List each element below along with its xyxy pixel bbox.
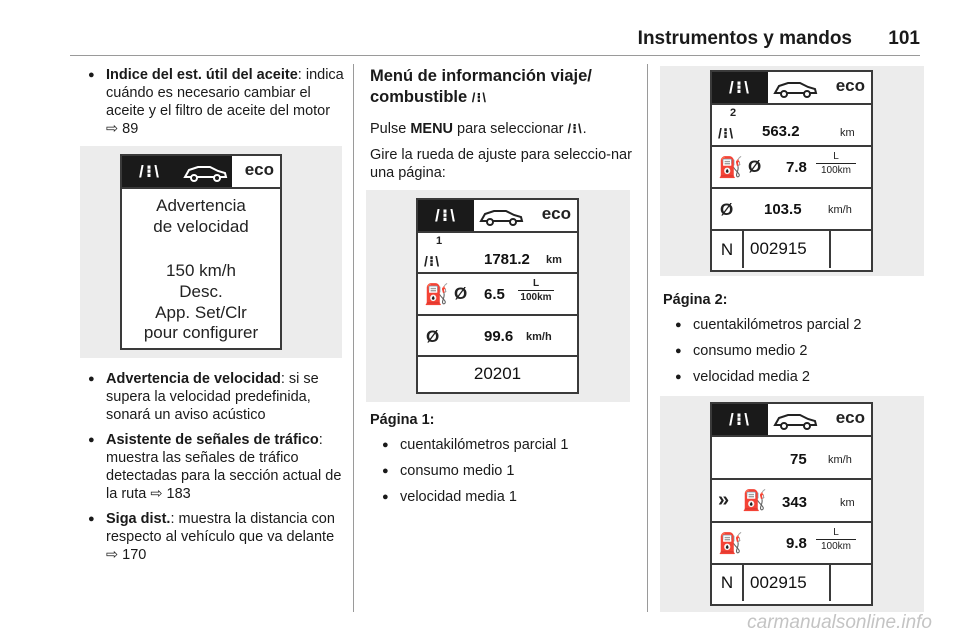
trip-info-inline-icon: /⁝\ [567, 121, 583, 136]
page1-label: Página 1: [370, 412, 435, 428]
instruction-text-pre: Pulse [370, 121, 411, 137]
unit-100km: 100km [820, 165, 851, 176]
trip-icon: /⁝\ [424, 253, 441, 269]
page2-display-figure [660, 66, 924, 276]
current-speed-row [712, 437, 871, 480]
avg-consumption-unit [518, 278, 554, 304]
gear-indicator: N [712, 565, 744, 601]
eco-tab-label: eco [835, 76, 865, 95]
list-item-oil-life [86, 66, 344, 138]
page2-display [710, 70, 873, 272]
odometer-value: 20201 [473, 364, 522, 383]
watermark: carmanualsonline.info [747, 612, 932, 633]
page1-display [416, 198, 579, 394]
eco-tab-label: eco [244, 160, 274, 179]
instruction-text-end: . [582, 121, 587, 137]
cell-divider [829, 565, 831, 601]
trip-distance-unit: km [546, 254, 562, 266]
term-oil-life: Indice del est. útil del aceite [106, 67, 298, 83]
column-2 [370, 66, 638, 514]
list-item: ● cuentakilómetros parcial 1 [370, 436, 638, 454]
vehicle-tab-icon [768, 404, 822, 435]
consumption-value: 9.8 [786, 535, 807, 552]
warning-status: Desc. [179, 282, 223, 301]
eco-tab-label: eco [835, 408, 865, 427]
page3-display-figure [660, 396, 924, 612]
warning-line-2: de velocidad [153, 217, 249, 236]
unit-100km: 100km [520, 292, 552, 303]
vehicle-tab-icon [768, 72, 822, 103]
column-divider-1 [353, 64, 354, 612]
column-1 [86, 66, 344, 571]
unit-liters: L [518, 278, 554, 291]
list-item: ● consumo medio 1 [370, 462, 638, 480]
page-header [70, 22, 920, 56]
odometer-row [712, 231, 871, 268]
desc-oil-life: : indica cuándo es necesario cambiar el aceite y el filtro de aceite del motor ⇨ 89 [106, 67, 344, 137]
list-item-traffic-sign [86, 431, 344, 503]
header-rule [70, 55, 920, 56]
list-item: ● cuentakilómetros parcial 2 [663, 316, 933, 334]
trip-index: 1 [436, 235, 443, 247]
avg-speed-value: 99.6 [484, 328, 514, 345]
fuel-pump-icon: ⛽ [742, 490, 767, 512]
list-item: ● velocidad media 1 [370, 488, 638, 506]
average-icon: Ø [426, 327, 440, 346]
list-item-follow-distance [86, 510, 344, 564]
average-icon: Ø [720, 200, 734, 219]
warning-hint-1: App. Set/Clr [155, 303, 247, 322]
unit-100km: 100km [820, 541, 851, 552]
avg-consumption-value: 6.5 [484, 286, 505, 303]
avg-speed-unit: km/h [526, 331, 552, 343]
gear-indicator: N [712, 231, 744, 268]
column-3 [663, 66, 933, 612]
fuel-pump-icon: ⛽ [718, 533, 743, 555]
unit-liters: L [816, 151, 856, 164]
trip-index: 2 [730, 107, 737, 119]
odometer-row [712, 565, 871, 601]
desc-follow-distance: : muestra la distancia con respecto al vehículo que va delante ⇨ 170 [106, 511, 335, 563]
speed-warning-display-figure [80, 146, 342, 358]
trip-computer-tab-icon: /⁝\ [712, 72, 768, 103]
speed-value: 75 [790, 451, 807, 468]
average-icon: Ø [748, 157, 762, 176]
trip-distance-unit: km [840, 127, 855, 139]
page1-display-figure [366, 190, 630, 402]
term-traffic-sign: Asistente de señales de tráfico [106, 432, 319, 448]
consumption-row [712, 523, 871, 565]
instruction-menu [370, 120, 638, 138]
desc-traffic-sign: : muestra las señales de tráfico detectadas para la sección actual de la ruta ⇨ 183 [106, 432, 342, 502]
vehicle-tab-icon [474, 200, 528, 231]
trip-computer-tab-icon: /⁝\ [122, 156, 178, 187]
avg-speed-row [418, 316, 577, 357]
trip-odometer-row [712, 105, 871, 147]
avg-consumption-row [712, 147, 871, 189]
odometer-row [418, 357, 577, 392]
warning-line-1: Advertencia [156, 196, 246, 215]
section-heading [370, 66, 638, 108]
range-row [712, 480, 871, 523]
instruction-text-post: para seleccionar [453, 121, 568, 137]
avg-consumption-row [418, 274, 577, 316]
trip-distance-value: 563.2 [762, 123, 800, 140]
display-tab-row [712, 72, 871, 105]
header-title: Instrumentos y mandos [637, 28, 852, 49]
warning-speed: 150 km/h [166, 261, 236, 280]
trip-computer-tab-icon: /⁝\ [418, 200, 474, 231]
display-tab-row [712, 404, 871, 437]
unit-liters: L [816, 527, 856, 540]
trip-distance-value: 1781.2 [484, 251, 530, 268]
trip-odometer-row [418, 233, 577, 274]
speed-warning-display [120, 154, 282, 350]
range-arrow-icon: » [718, 489, 730, 511]
odometer-value: 002915 [750, 573, 807, 592]
range-value: 343 [782, 494, 808, 511]
column-divider-2 [647, 64, 648, 612]
avg-consumption-unit [816, 151, 856, 177]
avg-consumption-value: 7.8 [786, 159, 807, 176]
menu-button-label: MENU [410, 121, 454, 137]
consumption-unit [816, 527, 856, 553]
section-heading-text: Menú de informanción viaje/ combustible [370, 67, 592, 106]
display-tab-row [122, 156, 280, 189]
list-item-speed-warning [86, 370, 344, 424]
page2-label: Página 2: [663, 292, 728, 308]
page2-list [663, 316, 933, 386]
trip-icon: /⁝\ [718, 125, 735, 141]
average-icon: Ø [454, 284, 468, 303]
fuel-pump-icon: ⛽ [718, 157, 743, 179]
page1-list [370, 436, 638, 506]
cell-divider [829, 231, 831, 268]
trip-info-icon: /⁝\ [471, 90, 487, 105]
eco-tab-label: eco [541, 204, 571, 223]
odometer-value: 002915 [750, 239, 807, 258]
term-follow-distance: Siga dist. [106, 511, 171, 527]
trip-computer-tab-icon: /⁝\ [712, 404, 768, 435]
list-item: ● velocidad media 2 [663, 368, 933, 386]
avg-speed-row [712, 189, 871, 231]
page-number: 101 [888, 28, 920, 49]
avg-speed-unit: km/h [828, 204, 852, 216]
term-speed-warning: Advertencia de velocidad [106, 371, 281, 387]
desc-speed-warning: : si se supera la velocidad predefinida, sonará un aviso acústico [106, 371, 319, 423]
speed-unit: km/h [828, 454, 852, 466]
avg-speed-value: 103.5 [764, 201, 802, 218]
range-unit: km [840, 497, 855, 509]
instruction-wheel: Gire la rueda de ajuste para seleccio-nar una página: [370, 147, 632, 181]
page3-display [710, 402, 873, 606]
vehicle-tab-icon [178, 156, 232, 187]
fuel-pump-icon: ⛽ [424, 284, 449, 306]
list-item: ● consumo medio 2 [663, 342, 933, 360]
display-tab-row [418, 200, 577, 233]
warning-hint-2: pour configurer [143, 323, 259, 342]
